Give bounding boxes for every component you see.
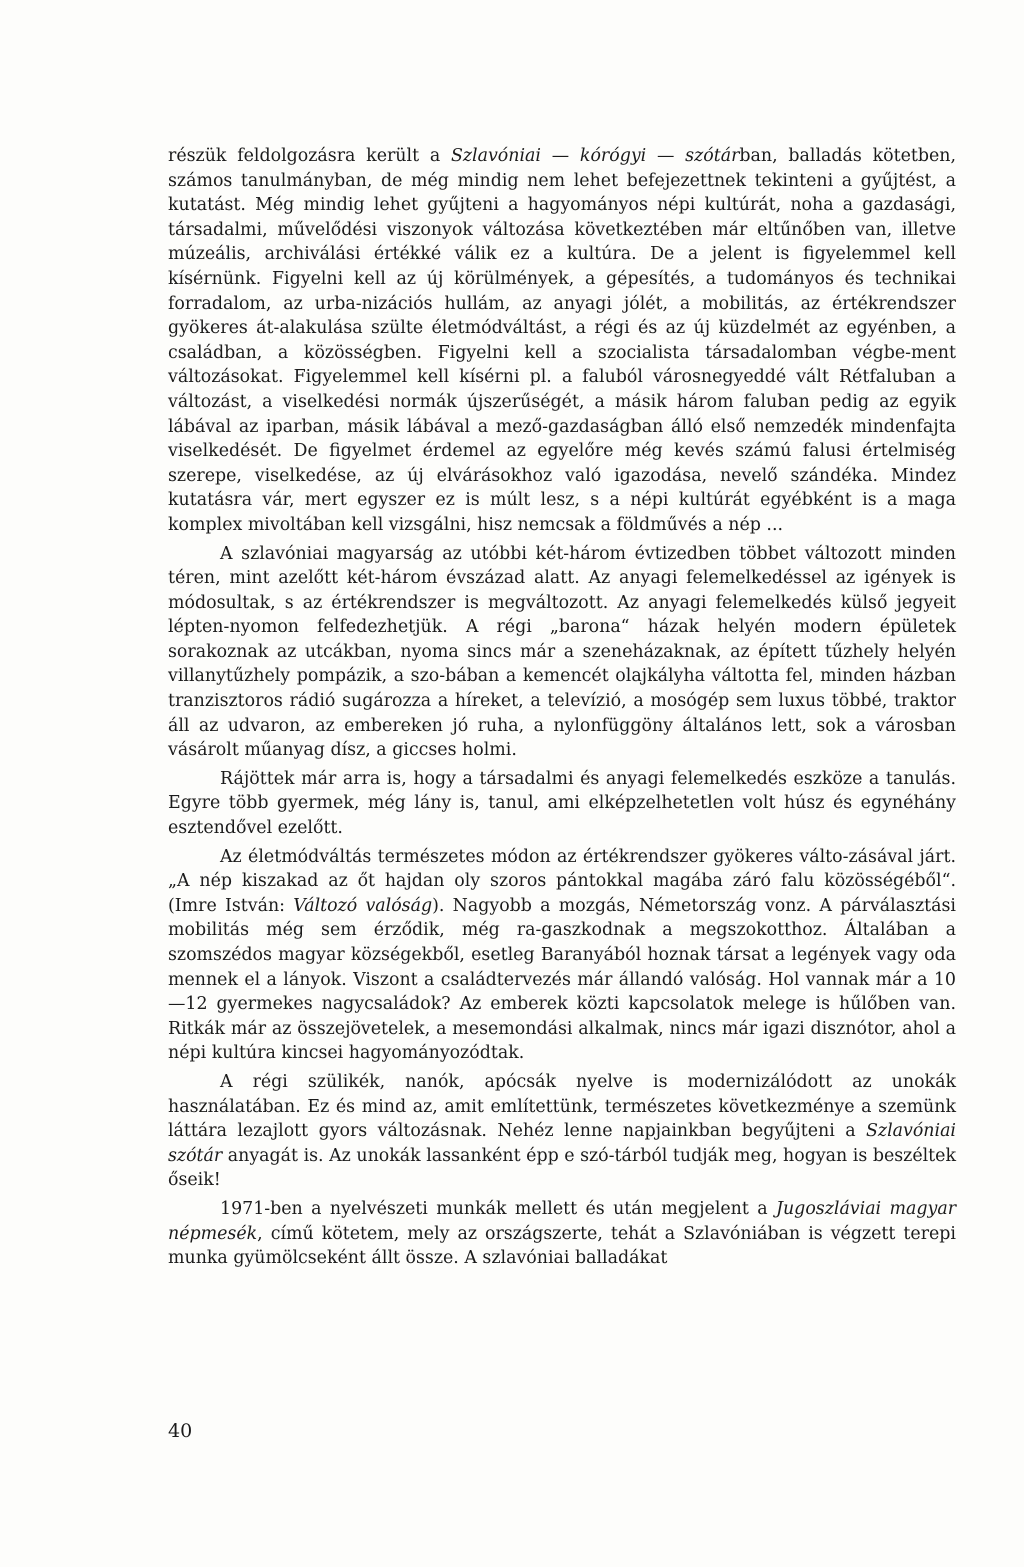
- italic-title: szótár: [685, 146, 740, 166]
- italic-title: Jugoszláviai magyar népmesék: [168, 1198, 957, 1244]
- text-run: 1971-ben a nyelvészeti munkák mellett és után megjelent a: [220, 1198, 777, 1219]
- page-number: 40: [168, 1420, 193, 1442]
- text-run: részük feldolgozásra került a: [168, 146, 451, 166]
- italic-title: Szlavóniai: [450, 146, 541, 166]
- text-run: ban, balladás kötetben, számos tanulmányban, de még mindig nem lehet befejezettnek tekinteni a gyűjtést, a kutatást. Még mindig lehet gyűjteni a hagyományos népi kultúrát, noha a gazdasági, társadalmi, művelődési viszonyok változása következtében már eltűnőben van, illetve múzeális, archiválási értékké válik ez a kultúra. De a jelent is figyelemmel kell kísérnünk. Figyelni kell az új körülmények, a gépesítés, a tudományos és technikai forradalom, az urba-nizációs hullám, az anyagi jólét, a mobilitás, az értékrendszer gyökeres át-alakulása szülte életmódváltást, a régi és az új küzdelmét az egyénben, a családban, a közösségben. Figyelni kell a szocialista társadalomban végbe-ment változásokat. Figyelemmel kell kísérni pl. a faluból városnegyeddé vált Rétfaluban a változást, a viselkedési normák újszerűségét, a másik három faluban pedig az egyik lábával az iparban, másik lábával a mező-gazdaságban álló első nemzedék mindenfajta viselkedését. De figyelmet érdemel az egyelőre még kevés számú falusi értelmiség szerepe, viselkedése, az új elvárásokhoz való igazodása, nevelő szándéka. Mindez kutatásra vár, mert egyszer ez is múlt lesz, s a népi kultúrát egyébként is a maga komplex mivoltában kell vizsgálni, hisz nemcsak a földművés a nép ...: [168, 146, 957, 535]
- paragraph: [168, 767, 956, 841]
- italic-title: Változó valóság: [293, 895, 433, 916]
- paragraph: [168, 144, 956, 538]
- text-run: A szlavóniai magyarság az utóbbi két-három évtizedben többet változott minden téren, mint azelőtt két-három évszázad alatt. Az anyagi felemelkedéssel az igények is módosultak, s az értékrendszer is megváltozott. Az anyagi felemelkedés külső jegyeit lépten-nyomon felfedezhetjük. A régi „barona“ házak helyén modern épületek sorakoznak az utcákban, nyoma sincs már a szeneházaknak, az épített tűzhely helyén villanytűzhely pompázik, a szo-bában a kemencét olajkályha váltotta fel, minden házban tranzisztoros rádió sugározza a híreket, a televízió, a mosógép sem luxus többé, traktor áll az udvaron, az embereken jó ruha, a nylonfüggöny általános lett, sok a városban vásárolt műanyag dísz, a giccses holmi.: [168, 543, 956, 761]
- paragraph: [168, 542, 956, 763]
- italic-title: kórógyi: [579, 146, 647, 166]
- text-run: , című kötetem, mely az országszerte, tehát a Szlavóniában is végzett terepi munka gyümölcseként állt össze. A szlavóniai balladákat: [168, 1223, 956, 1269]
- italic-title: Szlavóniai szótár: [168, 1121, 956, 1166]
- text-run: anyagát is. Az unokák lassanként épp e szó-tárból tudják meg, hogyan is beszéltek őseik!: [168, 1145, 956, 1191]
- body-text: [168, 144, 956, 1275]
- paragraph: [168, 1197, 956, 1271]
- text-run: —: [540, 146, 580, 166]
- text-run: Az életmódváltás természetes módon az értékrendszer gyökeres válto-zásával járt. „A nép kiszakad az őt hajdan oly szoros pántokkal magába záró falu közösségéből“. (Imre István:: [168, 846, 956, 916]
- text-run: ). Nagyobb a mozgás, Németország vonz. A párválasztási mobilitás még sem érződik, még ra-gaszkodnak a megszokotthoz. Általában a szomszédos magyar községekből, esetleg Baranyából hoznak társat a legények vagy oda mennek el a lányok. Viszont a családtervezés már állandó valóság. Hol vannak már a 10—12 gyermekes nagycsaládok? Az emberek közti kapcsolatok melege is hűlőben van. Ritkák már az összejövetelek, a mesemondási alkalmak, nincs már igazi disznótor, ahol a népi kultúra kincsei hagyományozódtak.: [168, 895, 956, 1064]
- text-run: A régi szülikék, nanók, apócsák nyelve is modernizálódott az unokák használatában. Ez és mind az, amit említettünk, természetes következménye a szemünk láttára lezajlott gyors változásnak. Nehéz lenne napjainkban begyűjteni a: [168, 1071, 956, 1142]
- paragraph: [168, 845, 956, 1066]
- text-run: Rájöttek már arra is, hogy a társadalmi és anyagi felemelkedés eszköze a tanulás. Egyre több gyermek, még lány is, tanul, ami elképzelhetetlen volt húsz és egynéhány esztendővel ezelőtt.: [168, 768, 956, 839]
- paragraph: [168, 1070, 956, 1193]
- text-run: —: [646, 146, 686, 166]
